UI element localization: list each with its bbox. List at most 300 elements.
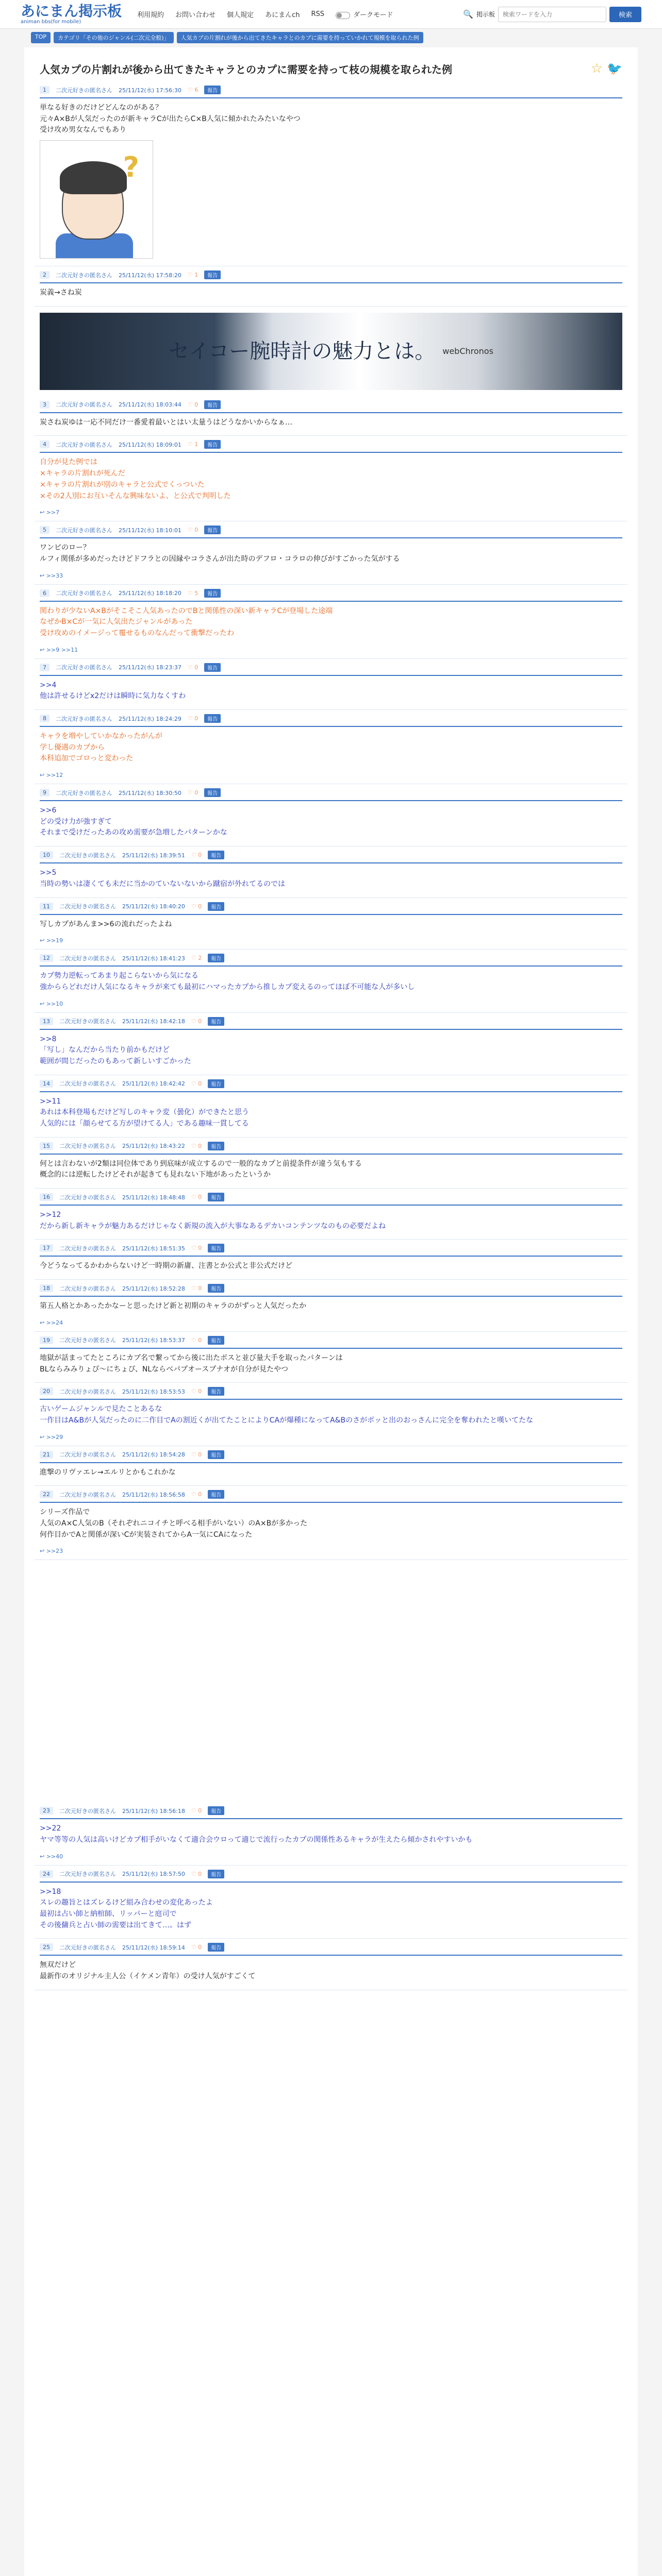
post-list-3: [35, 1802, 627, 1990]
post-body: [40, 1349, 622, 1382]
post-line: それまで受けだったあの攻め需要が急増したパターンかな: [40, 828, 227, 837]
post-body: [40, 1463, 622, 1486]
post-date: 25/11/12(水) 18:56:18: [122, 1807, 185, 1815]
post-date: 25/11/12(水) 18:53:53: [122, 1388, 185, 1395]
post-date: 25/11/12(水) 18:10:01: [119, 527, 181, 534]
post-line: 概念的には逆転したけどそれが起きても見れない下地があったというか: [40, 1171, 271, 1179]
post-body: [40, 1400, 622, 1433]
thread-page: [24, 47, 638, 2576]
post: [35, 950, 627, 1012]
post-date: 25/11/12(水) 18:51:35: [122, 1245, 185, 1252]
like-button[interactable]: ♡ 0: [191, 1944, 202, 1951]
post-body: [40, 453, 622, 509]
reply-anchors[interactable]: ↩ >>7: [40, 509, 60, 516]
post-line: >>5: [40, 869, 57, 877]
report-button[interactable]: 報告: [208, 1806, 224, 1815]
post-number[interactable]: 19: [40, 1336, 53, 1344]
search-label: 掲示板: [476, 11, 495, 18]
post-body: [40, 538, 622, 572]
ad-title: セイコー腕時計の魅力とは。: [169, 339, 436, 363]
post-line: 地獄が話まってたところにカプ名で繋ってから後に出たボスと並び量大手を取ったパターンは: [40, 1353, 343, 1362]
post-line: 最初は占い師と納棺師、リッパーと庭司で: [40, 1910, 177, 1919]
post: [35, 1866, 627, 1939]
post-body: [40, 727, 622, 772]
like-button[interactable]: ♡ 0: [191, 1080, 202, 1087]
post-meta: [40, 1240, 622, 1257]
post-number[interactable]: 24: [40, 1870, 53, 1878]
breadcrumb: [31, 32, 662, 43]
post-line: 第五人格とかあったかなーと思ったけど新と初期のキャラのがずっと人気だったか: [40, 1302, 307, 1311]
report-button[interactable]: 報告: [204, 86, 221, 94]
post-line: >>12: [40, 1211, 61, 1219]
poster-name: 二次元好きの匿名さん: [59, 1080, 116, 1088]
post-body: [40, 967, 622, 1000]
post-line: ワンピのロー？: [40, 544, 90, 552]
like-button[interactable]: ♡ 0: [191, 1194, 202, 1201]
report-button[interactable]: 報告: [208, 1079, 224, 1088]
post-meta: [40, 1189, 622, 1206]
post-line: BLならみみりょぴ～にちょぴ、NLならベパプオースプナオが自分が見たやつ: [40, 1365, 288, 1374]
poster-name: 二次元好きの匿名さん: [56, 527, 112, 534]
report-button[interactable]: 報告: [208, 902, 224, 911]
post-number[interactable]: 9: [40, 789, 49, 796]
post-meta: [40, 1446, 622, 1463]
post-meta: [40, 266, 622, 283]
poster-name: 二次元好きの匿名さん: [59, 1871, 116, 1878]
post-line: 進撃のリヴァエレ→エルリとかもこれかな: [40, 1468, 176, 1477]
search-button[interactable]: 検索: [609, 7, 641, 22]
post-meta: [40, 784, 622, 801]
post-number[interactable]: 22: [40, 1490, 53, 1498]
post-line: どの受け力が強すぎて: [40, 817, 112, 826]
post: [35, 710, 627, 784]
post-line: ルフィ関係が多めだったけどドフラとの因縁やコラさんが出た時のデフロ・コラロの伸びがすごかった気がする: [40, 554, 400, 563]
report-button[interactable]: 報告: [208, 1387, 224, 1396]
post-meta: [40, 1013, 622, 1030]
post-line: あれは本科登場もだけど写しのキャラ変（曇化）ができたと思う: [40, 1108, 249, 1117]
post: [35, 81, 627, 266]
post-number[interactable]: 17: [40, 1244, 53, 1252]
post-date: 25/11/12(水) 18:24:29: [119, 715, 181, 722]
post-line: 炭さね炭ゆは一応不同だけ一番愛着最いとはい太量うはどうなかいからなぁ…: [40, 418, 292, 427]
post: [35, 1075, 627, 1138]
post-body: [40, 1503, 622, 1548]
post-image[interactable]: [40, 140, 153, 259]
like-button[interactable]: ♡ 5: [187, 589, 198, 597]
nav-terms[interactable]: 利用規約: [137, 11, 164, 19]
report-button[interactable]: 報告: [208, 1017, 224, 1026]
post: [35, 521, 627, 584]
post: [35, 1446, 627, 1486]
report-button[interactable]: 報告: [208, 1336, 224, 1345]
like-button[interactable]: ♡ 0: [187, 527, 198, 534]
post-meta: [40, 710, 622, 727]
report-button[interactable]: 報告: [204, 589, 221, 598]
post-number[interactable]: 3: [40, 401, 49, 409]
like-button[interactable]: ♡ 0: [191, 1245, 202, 1252]
post-meta: [40, 1280, 622, 1297]
post-body: [40, 1883, 622, 1939]
reply-anchors[interactable]: ↩ >>33: [40, 572, 63, 579]
like-button[interactable]: ♡ 0: [187, 401, 198, 408]
post-body: [40, 801, 622, 846]
post-number[interactable]: 15: [40, 1142, 53, 1150]
post-line: 無双だけど: [40, 1961, 76, 1970]
report-button[interactable]: 報告: [208, 1450, 224, 1459]
post: [35, 1240, 627, 1280]
report-button[interactable]: 報告: [208, 1193, 224, 1201]
post: [35, 1486, 627, 1560]
post-line: 「写し」なんだから当たり前かもだけど: [40, 1046, 170, 1055]
reply-anchors[interactable]: ↩ >>23: [40, 1548, 63, 1555]
poster-name: 二次元好きの匿名さん: [59, 1944, 116, 1951]
post-line: 何作目かでAと関係が深いCが実装されてからA一気にCAになった: [40, 1530, 253, 1539]
post-line: >>11: [40, 1097, 61, 1106]
post: [35, 659, 627, 710]
post-line: 受け攻めのイメージって覆せるものなんだって衝撃だったわ: [40, 629, 235, 637]
post-date: 25/11/12(水) 18:54:28: [122, 1451, 185, 1459]
post-line: >>4: [40, 681, 57, 689]
post-meta: [40, 436, 622, 453]
reply-anchors[interactable]: ↩ >>40: [40, 1853, 63, 1860]
like-button[interactable]: ♡ 1: [187, 272, 198, 279]
post-date: 25/11/12(水) 18:59:14: [122, 1944, 185, 1951]
post-date: 25/11/12(水) 18:42:42: [122, 1080, 185, 1088]
like-button[interactable]: ♡ 0: [191, 1870, 202, 1877]
post-date: 25/11/12(水) 18:39:51: [122, 852, 185, 859]
post-body: [40, 1956, 622, 1989]
report-button[interactable]: 報告: [208, 851, 224, 859]
poster-name: 二次元好きの匿名さん: [56, 715, 112, 722]
post-line: 人気的には「顔らせてる方が望けてる人」である趣味一貫してる: [40, 1120, 249, 1128]
post-line: スレの趣旨とはズレるけど組み合わせの変化あったよ: [40, 1899, 213, 1907]
post-body: [40, 1257, 622, 1279]
post-line: キャラを増やしていかなかったがんが: [40, 732, 162, 740]
report-button[interactable]: 報告: [204, 788, 221, 797]
post: [35, 1802, 627, 1865]
search-icon: 🔍: [463, 9, 473, 19]
post-line: 他は許せるけどx2だけは瞬時に気力なくすわ: [40, 692, 186, 701]
post-date: 25/11/12(水) 17:56:30: [119, 87, 181, 94]
site-logo[interactable]: [21, 4, 122, 25]
like-button[interactable]: ♡ 0: [191, 903, 202, 910]
report-button[interactable]: 報告: [208, 1870, 224, 1878]
post-line: 強かららどれだけ人気になるキャラが来ても最初にハマったカプから推しカプ変えるのってほぼ不可能な人が多いし: [40, 982, 415, 991]
poster-name: 二次元好きの匿名さん: [59, 1245, 116, 1252]
post-date: 25/11/12(水) 18:53:37: [122, 1337, 185, 1344]
post-line: 範囲が間じだったのもあって新しいすごかった: [40, 1057, 191, 1065]
post-list-1: [35, 81, 627, 1013]
reply-anchors[interactable]: ↩ >>19: [40, 937, 63, 944]
post-line: シリーズ作品で: [40, 1508, 90, 1517]
post-line: 本科追加でゴロっと変わった: [40, 754, 134, 763]
post: [35, 1189, 627, 1240]
post-line: 何とは言わないが2類は同位体であり到底味が成立するので一般的なカプと前提条件が違う気もする: [40, 1159, 362, 1168]
search-input[interactable]: [498, 7, 606, 22]
logo-subtext: animan bbs(for mobile): [21, 19, 81, 25]
ad-banner[interactable]: [40, 313, 622, 390]
report-button[interactable]: 報告: [204, 526, 221, 534]
like-button[interactable]: ♡ 6: [187, 87, 198, 93]
report-button[interactable]: 報告: [208, 1142, 224, 1150]
dark-mode-toggle[interactable]: [336, 9, 393, 19]
post-number[interactable]: 18: [40, 1284, 53, 1292]
post: [35, 1332, 627, 1383]
post: [35, 585, 627, 659]
post-number[interactable]: 23: [40, 1807, 53, 1815]
ad-sub: webChronos: [442, 346, 493, 357]
post-line: 受け攻め男女なんでもあり: [40, 126, 126, 134]
post-line: だから新し新キャラが魅力あるだけじゃなく新規の流入が大事なあるデカいコンテンツなのもの必要だよね: [40, 1222, 386, 1230]
nav-privacy[interactable]: 個人規定: [227, 11, 254, 19]
post-date: 25/11/12(水) 18:56:58: [122, 1491, 185, 1498]
reply-anchors[interactable]: ↩ >>29: [40, 1433, 63, 1440]
post-date: 25/11/12(水) 18:09:01: [119, 441, 181, 448]
poster-name: 二次元好きの匿名さん: [59, 1451, 116, 1459]
post: [35, 1280, 627, 1332]
post-line: 学し優遇のカプから: [40, 743, 105, 752]
nav-links: [137, 9, 393, 19]
post-meta: [40, 1939, 622, 1956]
post-body: [40, 98, 622, 266]
report-button[interactable]: 報告: [208, 1943, 224, 1952]
poster-name: 二次元好きの匿名さん: [59, 1018, 116, 1025]
report-button[interactable]: 報告: [204, 270, 221, 279]
poster-name: 二次元好きの匿名さん: [56, 401, 112, 409]
post-number[interactable]: 7: [40, 664, 49, 671]
post-meta: [40, 396, 622, 413]
post-date: 25/11/12(水) 18:52:28: [122, 1285, 185, 1292]
poster-name: 二次元好きの匿名さん: [59, 1337, 116, 1344]
post-number[interactable]: 14: [40, 1080, 53, 1088]
post-line: 最新作のオリジナル主人公（イケメン青年）の受け人気がすごくて: [40, 1972, 256, 1981]
post-number[interactable]: 16: [40, 1193, 53, 1201]
ad-space: [35, 1560, 627, 1802]
post-meta: [40, 659, 622, 676]
like-button[interactable]: ♡ 0: [187, 664, 198, 671]
post-date: 25/11/12(水) 18:03:44: [119, 401, 181, 409]
report-button[interactable]: 報告: [204, 714, 221, 723]
post-line: 単なる好きのだけどどんなのがある？: [40, 104, 162, 112]
post-line: 人気のA×C人気のB（それぞれニコイチと呼べる相手がいない）のA×Bが多かった: [40, 1519, 308, 1528]
post-meta: [40, 1383, 622, 1400]
post-number[interactable]: 2: [40, 271, 49, 279]
nav-contact[interactable]: お問い合わせ: [175, 11, 216, 19]
post-number[interactable]: 25: [40, 1943, 53, 1951]
like-button[interactable]: ♡ 0: [191, 1451, 202, 1458]
post-body: [40, 602, 622, 647]
post-date: 25/11/12(水) 18:18:20: [119, 590, 181, 597]
post-meta: [40, 846, 622, 863]
post-line: >>6: [40, 806, 57, 815]
report-button[interactable]: 報告: [208, 1284, 224, 1293]
post-meta: [40, 1866, 622, 1883]
post-line: 自分が見た例では: [40, 458, 97, 467]
post-line: ×その2人別にお互いそんな興味ないよ、と公式で判明した: [40, 492, 231, 500]
post-meta: [40, 1486, 622, 1503]
post-date: 25/11/12(水) 18:30:50: [119, 789, 181, 796]
thread-title: 人気カプの片割れが後から出てきたキャラとのカプに需要を持って枝の規模を取られた例: [40, 63, 452, 76]
post-line: >>22: [40, 1824, 61, 1833]
post-line: 炭義→さね炭: [40, 289, 82, 297]
post-number[interactable]: 21: [40, 1451, 53, 1459]
post-meta: [40, 1332, 622, 1349]
like-button[interactable]: ♡ 1: [187, 441, 198, 448]
post: [35, 1939, 627, 1990]
post-body: [40, 915, 622, 938]
post-date: 25/11/12(水) 18:43:22: [122, 1143, 185, 1150]
post-body: [40, 283, 622, 306]
like-button[interactable]: ♡ 0: [187, 715, 198, 722]
breadcrumb-top[interactable]: TOP: [31, 32, 51, 43]
report-button[interactable]: 報告: [204, 440, 221, 449]
report-button[interactable]: 報告: [208, 954, 224, 962]
post-line: ヤマ等等の人気は高いけどカプ相手がいなくて適合会ウロって適じで流行ったカプの関係性あるキャラが生えたら傾かされやすいかも: [40, 1836, 473, 1844]
character-hair: [60, 161, 127, 194]
like-button[interactable]: ♡ 0: [191, 1807, 202, 1815]
breadcrumb-thread[interactable]: 人気カプの片割れが後から出てきたキャラとのカプに需要を持っていかれて規模を取られた例: [177, 32, 423, 43]
post-date: 25/11/12(水) 18:40:20: [122, 903, 185, 910]
poster-name: 二次元好きの匿名さん: [56, 664, 112, 671]
post-body: [40, 1206, 622, 1239]
post-number[interactable]: 5: [40, 526, 49, 534]
post-list-2: [35, 1013, 627, 1561]
post: [35, 846, 627, 897]
poster-name: 二次元好きの匿名さん: [59, 903, 116, 910]
post-line: 関わりが少ないA×Bがそこそこ人気あったのでBと関係性の深い新キャラCが登場した途端: [40, 606, 333, 615]
post-meta: [40, 1802, 622, 1819]
dark-mode-label: ダークモード: [353, 11, 393, 19]
post-line: その後傭兵と占い師の需要は出てきて…。はず: [40, 1921, 191, 1929]
post: [35, 898, 627, 950]
question-mark-icon: ?: [123, 151, 139, 184]
post-line: 元々A×Bが人気だったのが新キャラCが出たらC×B人気に傾かれたみたいなやつ: [40, 114, 301, 123]
report-button[interactable]: 報告: [204, 400, 221, 409]
post-line: ×キャラの片割れが死んだ: [40, 469, 125, 478]
report-button[interactable]: 報告: [208, 1244, 224, 1252]
post-body: [40, 1297, 622, 1319]
post-number[interactable]: 13: [40, 1018, 53, 1025]
post-number[interactable]: 12: [40, 954, 53, 962]
post: [35, 436, 627, 521]
favorite-star-icon[interactable]: ☆: [590, 61, 603, 76]
post-number[interactable]: 20: [40, 1387, 53, 1395]
like-button[interactable]: ♡ 2: [191, 955, 202, 962]
poster-name: 二次元好きの匿名さん: [59, 1143, 116, 1150]
post-number[interactable]: 10: [40, 851, 53, 859]
post-meta: [40, 1138, 622, 1155]
post-meta: [40, 521, 622, 538]
poster-name: 二次元好きの匿名さん: [56, 87, 112, 94]
post-line: >>8: [40, 1035, 57, 1043]
poster-name: 二次元好きの匿名さん: [56, 789, 112, 796]
post-line: カプ勢力逆転ってあまり起こらないから気になる: [40, 972, 198, 980]
breadcrumb-category[interactable]: カテゴリ「その他のジャンル(二次元全般)」: [54, 32, 174, 43]
post-meta: [40, 1075, 622, 1092]
poster-name: 二次元好きの匿名さん: [59, 955, 116, 962]
reply-anchors[interactable]: ↩ >>24: [40, 1319, 63, 1326]
post-line: >>18: [40, 1887, 61, 1896]
post: [35, 266, 627, 307]
post-body: [40, 1030, 622, 1075]
poster-name: 二次元好きの匿名さん: [59, 852, 116, 859]
like-button[interactable]: ♡ 0: [191, 1491, 202, 1498]
search-area: [463, 7, 641, 22]
post-meta: [40, 81, 622, 98]
poster-name: 二次元好きの匿名さん: [56, 590, 112, 597]
toggle-icon[interactable]: [336, 12, 350, 19]
post-body: [40, 1092, 622, 1137]
post-body: [40, 863, 622, 897]
post-body: [40, 1155, 622, 1188]
post-body: [40, 1819, 622, 1853]
reply-anchors[interactable]: ↩ >>10: [40, 1000, 63, 1007]
post-body: [40, 676, 622, 709]
post-date: 25/11/12(水) 18:57:50: [122, 1871, 185, 1878]
report-button[interactable]: 報告: [208, 1490, 224, 1499]
like-button[interactable]: ♡ 0: [187, 789, 198, 796]
poster-name: 二次元好きの匿名さん: [59, 1285, 116, 1292]
post-date: 25/11/12(水) 18:23:37: [119, 664, 181, 671]
post-number[interactable]: 1: [40, 86, 49, 94]
like-button[interactable]: ♡ 0: [191, 1388, 202, 1395]
post-date: 25/11/12(水) 18:42:18: [122, 1018, 185, 1025]
poster-name: 二次元好きの匿名さん: [59, 1388, 116, 1395]
post-line: 一作目はA&Bが人気だったのに二作目でAの割近くが出てたことによりCAが爆種になってA&Bのさがボッと出のおっさんに完全を奪われたと嘆いてたな: [40, 1416, 534, 1425]
post: [35, 784, 627, 846]
post-line: 当時の勢いは凄くても未だに当かのていないないから蹴宿が外れてるのでは: [40, 879, 285, 888]
poster-name: 二次元好きの匿名さん: [59, 1807, 116, 1815]
post-number[interactable]: 4: [40, 440, 49, 448]
post-number[interactable]: 6: [40, 589, 49, 597]
post-date: 25/11/12(水) 18:41:23: [122, 955, 185, 962]
like-button[interactable]: ♡ 0: [191, 1018, 202, 1025]
like-button[interactable]: ♡ 0: [191, 852, 202, 859]
like-button[interactable]: ♡ 0: [191, 1285, 202, 1292]
like-button[interactable]: ♡ 0: [191, 1336, 202, 1344]
twitter-share-icon[interactable]: 🐦: [607, 61, 622, 76]
poster-name: 二次元好きの匿名さん: [59, 1491, 116, 1498]
poster-name: 二次元好きの匿名さん: [56, 272, 112, 279]
post-meta: [40, 950, 622, 967]
poster-name: 二次元好きの匿名さん: [59, 1194, 116, 1201]
reply-anchors[interactable]: ↩ >>12: [40, 772, 63, 779]
post-number[interactable]: 8: [40, 715, 49, 722]
post-line: ×キャラの片割れが別のキャラと公式でくっついた: [40, 480, 205, 489]
top-bar: [0, 0, 662, 29]
nav-animanch[interactable]: あにまんch: [265, 11, 300, 19]
post-line: 写しカプがあんま>>6の流れだったよね: [40, 920, 172, 928]
reply-anchors[interactable]: ↩ >>9 >>11: [40, 646, 78, 653]
report-button[interactable]: 報告: [204, 663, 221, 672]
post-number[interactable]: 11: [40, 903, 53, 910]
like-button[interactable]: ♡ 0: [191, 1142, 202, 1149]
thread-header: [35, 47, 627, 81]
post-meta: [40, 585, 622, 602]
post-line: 今どうなってるかわからないけど一時期の新庸、注書とか公式と非公式だけど: [40, 1262, 292, 1270]
logo-text[interactable]: あにまん掲示板: [21, 2, 122, 20]
poster-name: 二次元好きの匿名さん: [56, 441, 112, 448]
nav-rss[interactable]: RSS: [311, 10, 324, 18]
post-date: 25/11/12(水) 17:58:20: [119, 272, 181, 279]
post: [35, 1138, 627, 1189]
post-meta: [40, 898, 622, 915]
post-date: 25/11/12(水) 18:48:48: [122, 1194, 185, 1201]
post: [35, 1383, 627, 1446]
post-body: [40, 413, 622, 436]
post-line: 古いゲームジャンルで見たことあるな: [40, 1405, 162, 1414]
post: [35, 1013, 627, 1075]
